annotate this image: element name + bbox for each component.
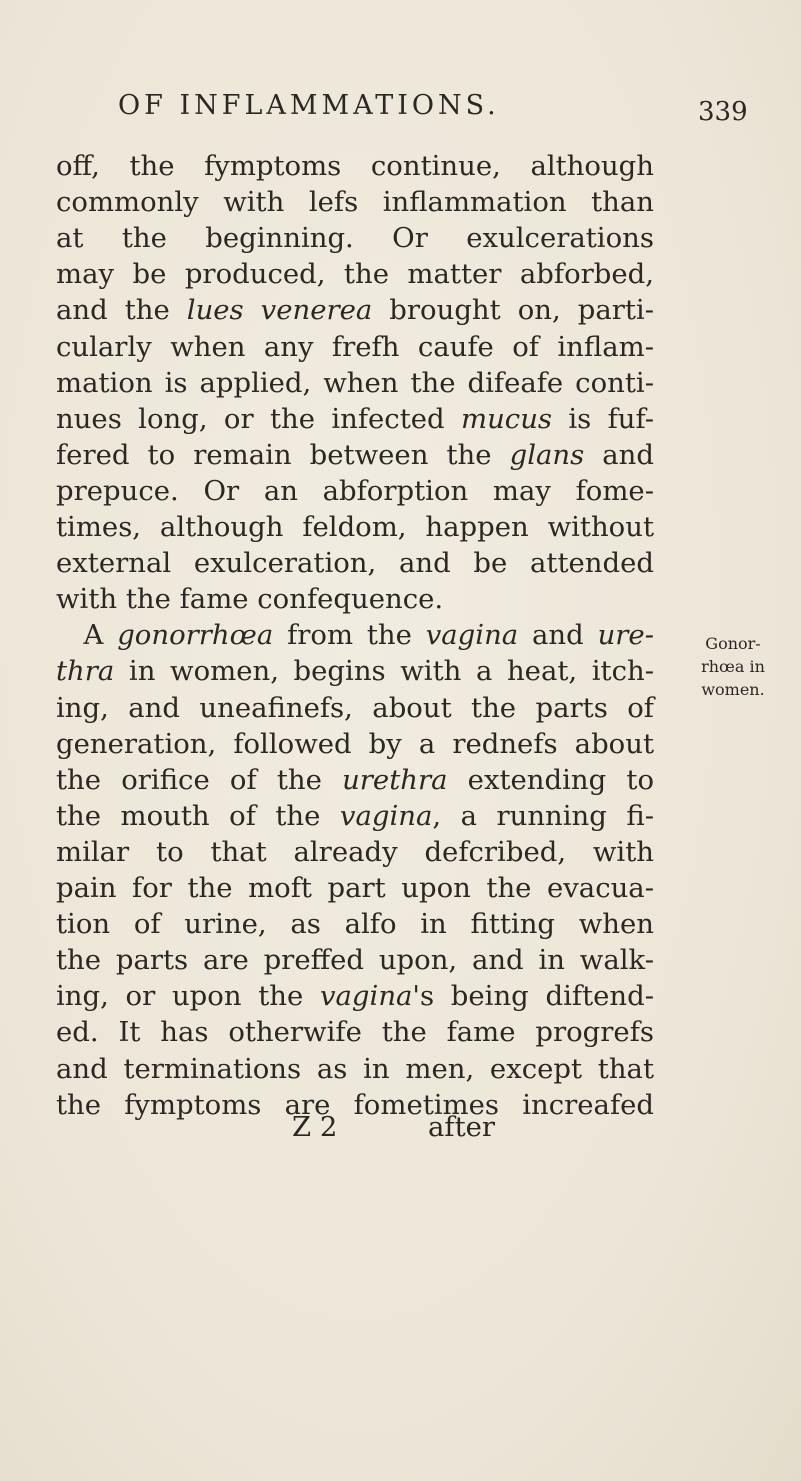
text-run: the parts are preffed upon, and in walk- bbox=[56, 944, 654, 977]
text-run: extending to bbox=[447, 763, 655, 796]
text-line bbox=[56, 763, 654, 798]
italic-term: mucus bbox=[461, 402, 553, 435]
text-run: with the fame confequence. bbox=[56, 583, 444, 616]
text-line bbox=[56, 510, 654, 545]
text-run: tion of urine, as alfo in fitting when bbox=[56, 908, 654, 941]
italic-term: vagina bbox=[319, 980, 413, 1013]
text-run: fered to remain between the bbox=[56, 438, 510, 471]
text-line bbox=[56, 654, 654, 689]
text-line bbox=[56, 257, 654, 292]
text-run: commonly with lefs inflammation than bbox=[56, 186, 654, 219]
text-run: prepuce. Or an abforption may fome- bbox=[56, 474, 654, 507]
text-line bbox=[56, 402, 654, 437]
text-line bbox=[56, 149, 654, 184]
text-line bbox=[56, 727, 654, 762]
text-run: A bbox=[56, 619, 118, 652]
text-run: and bbox=[584, 438, 654, 471]
text-line bbox=[56, 582, 654, 617]
margin-note-line: rhœa in bbox=[701, 657, 765, 676]
italic-term: vagina bbox=[339, 799, 433, 832]
text-run: the orifice of the bbox=[56, 763, 343, 796]
text-line bbox=[56, 943, 654, 978]
text-line bbox=[56, 871, 654, 906]
text-line bbox=[56, 221, 654, 256]
italic-term: vagina bbox=[425, 619, 519, 652]
text-run: off, the fymptoms continue, although bbox=[56, 150, 654, 182]
text-line bbox=[56, 293, 654, 328]
text-run: and bbox=[518, 619, 598, 652]
text-run: at the beginning. Or exulcerations bbox=[56, 222, 654, 255]
text-line bbox=[56, 330, 654, 365]
text-run: 's being diftend- bbox=[412, 980, 654, 1013]
italic-term: lues venerea bbox=[186, 294, 373, 327]
text-run: milar to that already defcribed, with bbox=[56, 835, 654, 868]
text-run: may be produced, the matter abforbed, bbox=[56, 258, 654, 291]
text-run: external exulceration, and be attended bbox=[56, 547, 654, 580]
text-line bbox=[56, 1052, 654, 1087]
text-run: ing, or upon the bbox=[56, 980, 320, 1013]
text-run: in women, begins with a heat, itch- bbox=[114, 655, 654, 688]
margin-note bbox=[678, 632, 788, 701]
text-line bbox=[56, 185, 654, 220]
text-run: the mouth of the bbox=[56, 799, 340, 832]
italic-term: thra bbox=[56, 655, 115, 688]
text-run: ed. It has otherwife the fame progrefs bbox=[56, 1016, 654, 1049]
italic-term: urethra bbox=[342, 763, 448, 796]
text-line bbox=[56, 799, 654, 834]
text-run: is fuf- bbox=[552, 402, 654, 435]
text-run: ing, and uneafinefs, about the parts of bbox=[56, 691, 654, 724]
running-title: OF INFLAMMATIONS. bbox=[118, 90, 500, 121]
text-run: and terminations as in men, except that bbox=[56, 1052, 654, 1085]
margin-note-line: Gonor- bbox=[705, 634, 761, 653]
text-line bbox=[56, 438, 654, 473]
text-run: nues long, or the infected bbox=[56, 402, 461, 435]
italic-term: gonorrhœa bbox=[117, 619, 274, 652]
signature-mark: Z 2 bbox=[292, 1111, 338, 1143]
text-line bbox=[56, 546, 654, 581]
catchword: after bbox=[428, 1111, 496, 1143]
margin-note-line: women. bbox=[701, 680, 765, 699]
italic-term: glans bbox=[509, 438, 585, 471]
text-line bbox=[56, 979, 654, 1014]
text-line bbox=[56, 1088, 654, 1123]
italic-term: ure- bbox=[597, 619, 654, 652]
text-line bbox=[56, 618, 654, 653]
text-run: and the bbox=[56, 294, 187, 327]
text-line bbox=[56, 907, 654, 942]
text-run: cularly when any frefh caufe of inflam- bbox=[56, 330, 654, 363]
text-run: , a running fi- bbox=[432, 799, 654, 832]
text-run: pain for the moft part upon the evacua- bbox=[56, 872, 654, 904]
text-run: times, although feldom, happen without bbox=[56, 511, 654, 543]
text-line bbox=[56, 366, 654, 401]
text-run: mation is applied, when the difeafe conti- bbox=[56, 366, 654, 399]
text-line bbox=[56, 1015, 654, 1050]
text-run: from the bbox=[273, 619, 426, 652]
text-run: the fymptoms are fometimes increafed bbox=[56, 1088, 654, 1121]
text-line bbox=[56, 691, 654, 726]
page-number: 339 bbox=[698, 97, 748, 127]
text-run: generation, followed by a rednefs about bbox=[56, 727, 654, 760]
text-run: brought on, parti- bbox=[372, 294, 655, 327]
text-line bbox=[56, 835, 654, 870]
text-line bbox=[56, 474, 654, 509]
